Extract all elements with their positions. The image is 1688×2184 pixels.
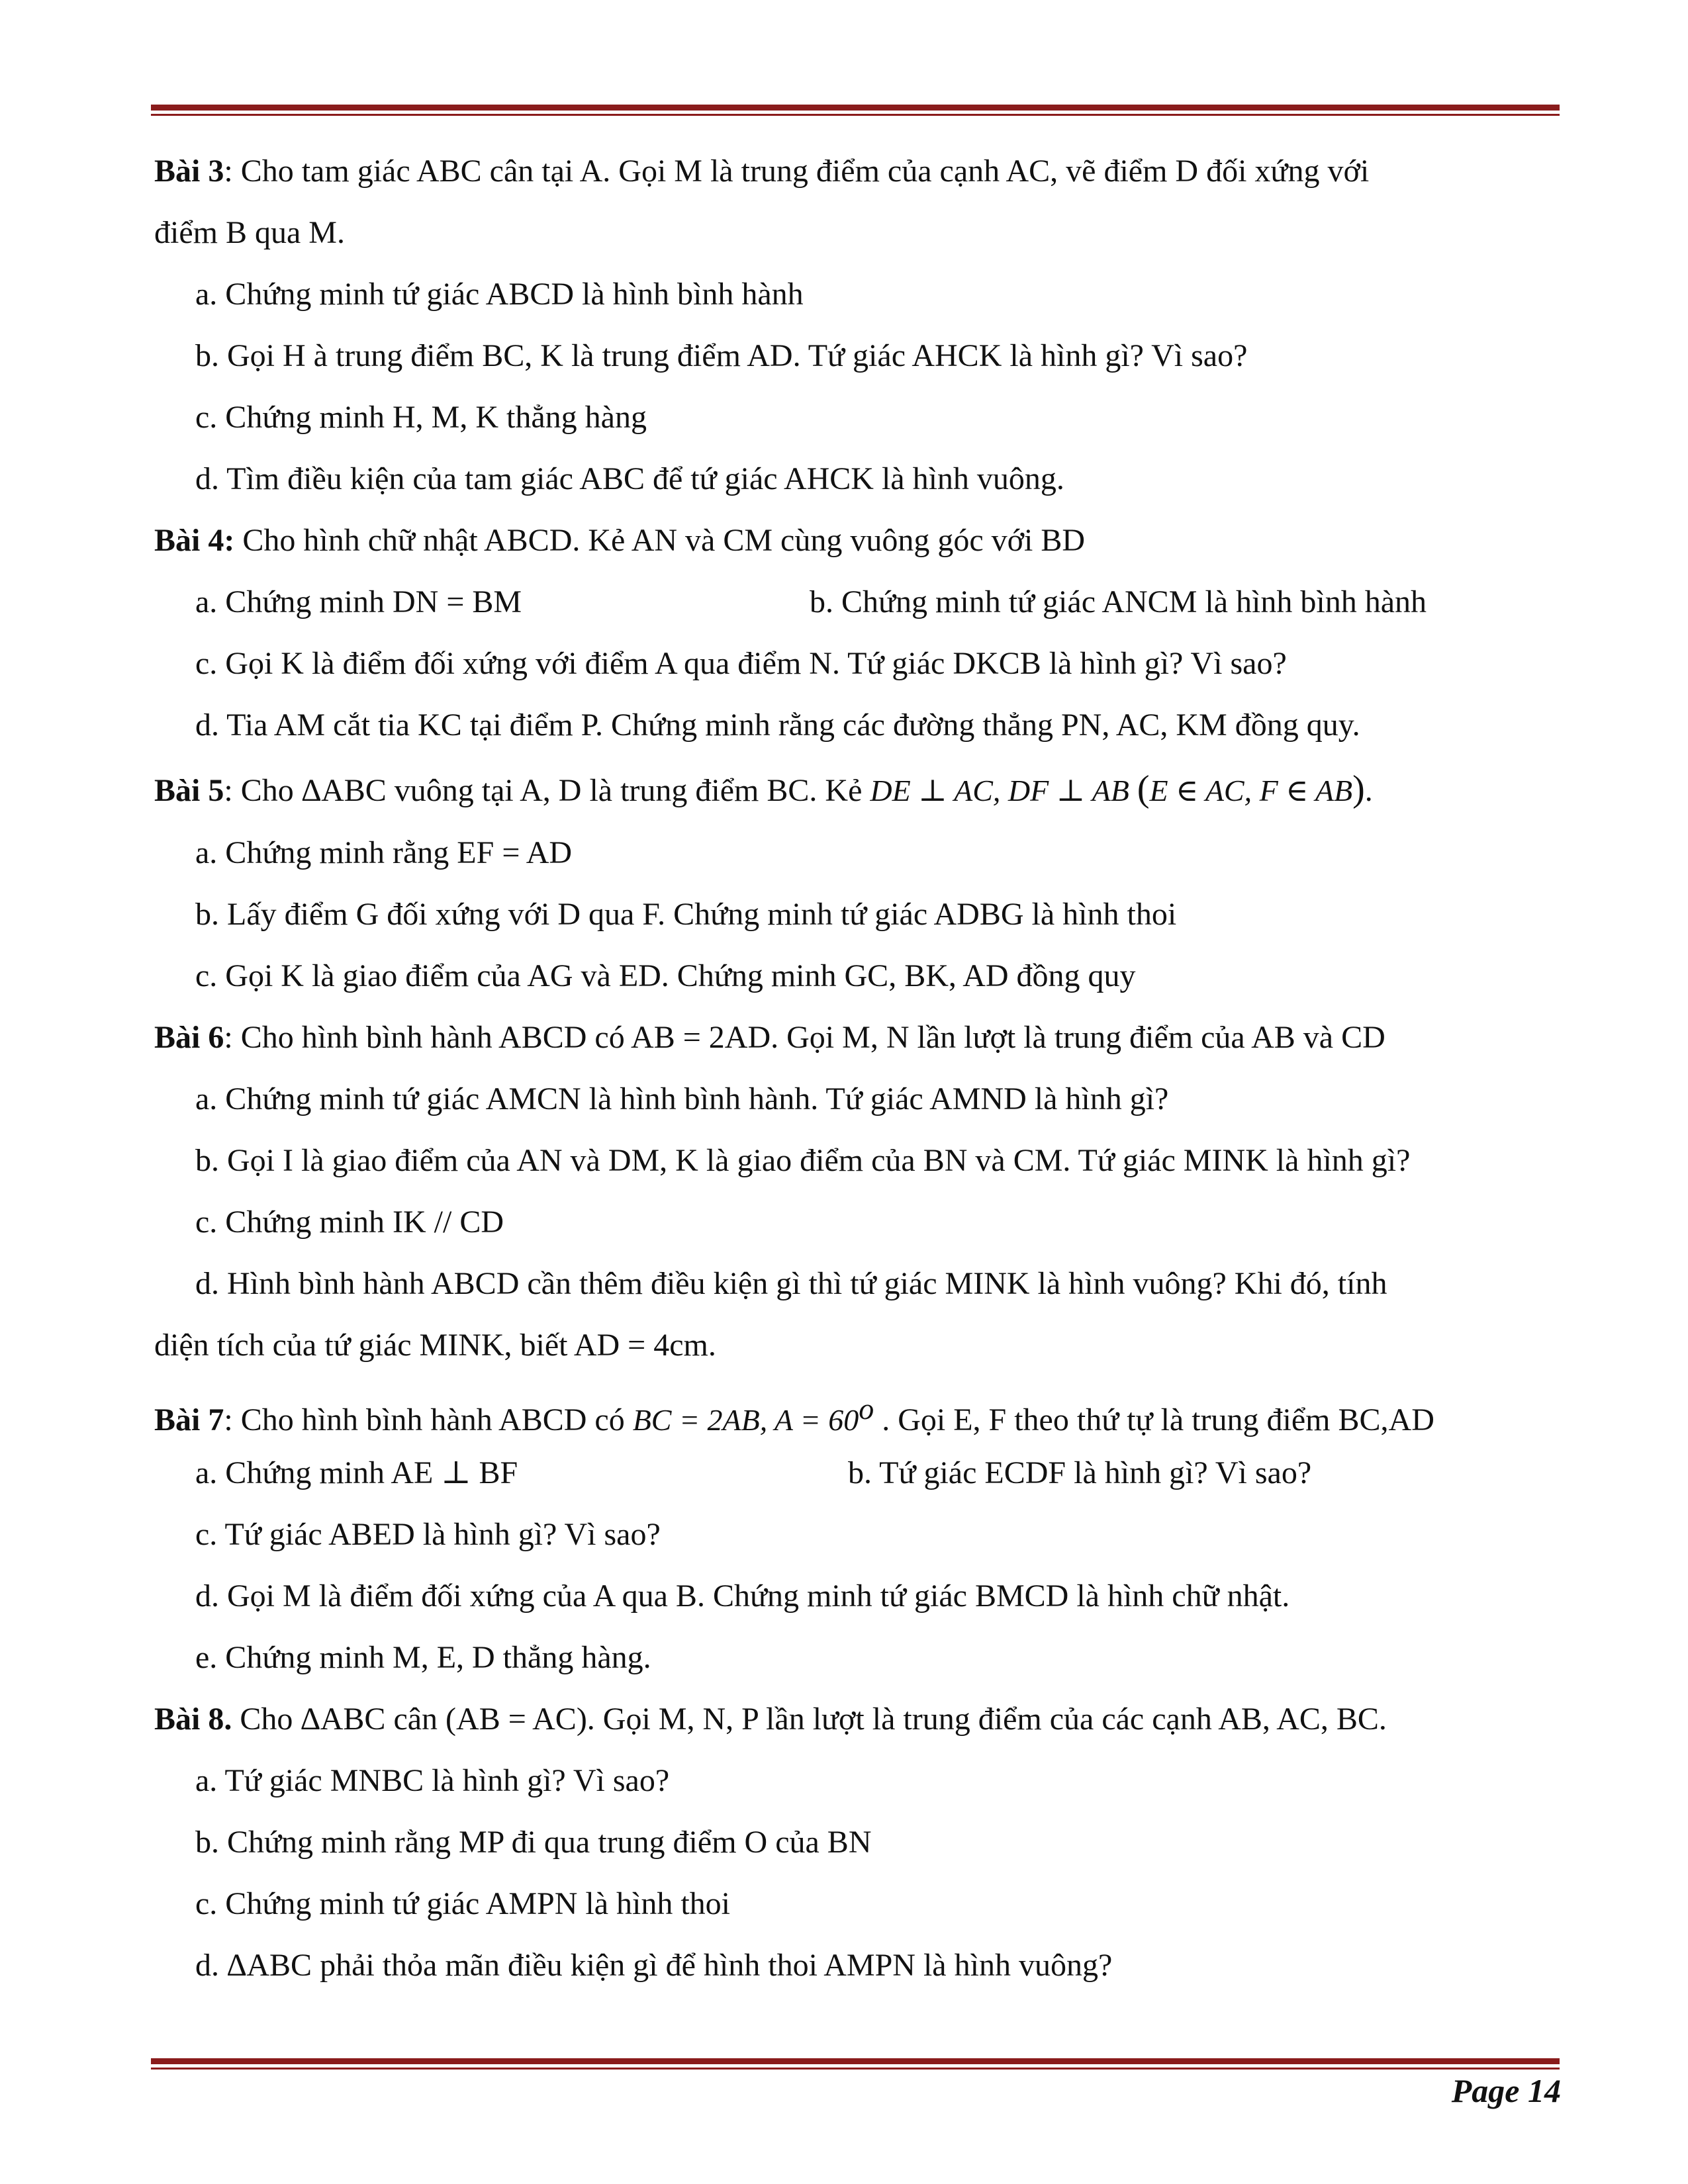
bai8-item-b: b. Chứng minh rằng MP đi qua trung điểm O của BN — [195, 1825, 872, 1860]
bai7-intro-post: . Gọi E, F theo thứ tự là trung điểm BC,AD — [874, 1402, 1434, 1437]
bai8-item-c: c. Chứng minh tứ giác AMPN là hình thoi — [195, 1886, 731, 1921]
bai8-item-a: a. Tứ giác MNBC là hình gì? Vì sao? — [195, 1763, 670, 1798]
header-rule — [151, 105, 1560, 116]
bai6-heading — [154, 1007, 1564, 1068]
bai7-item-e: e. Chứng minh M, E, D thẳng hàng. — [195, 1640, 651, 1675]
bai3-intro-cont: điểm B qua M. — [154, 215, 345, 250]
bai5-heading — [154, 756, 1564, 822]
bai7-math: BC = 2AB, A = 60 — [632, 1403, 859, 1437]
bai5-triangle: ∆ABC — [301, 773, 387, 808]
bai5-title: Bài 5 — [154, 773, 224, 808]
page-number: Page 14 — [1451, 2072, 1561, 2109]
bai7-intro-pre: : Cho hình bình hành ABCD có — [224, 1402, 633, 1437]
bai5-intro-pre: : Cho — [224, 773, 302, 808]
bai7-title: Bài 7 — [154, 1402, 224, 1437]
bai3-intro: : Cho tam giác ABC cân tại A. Gọi M là trung điểm của cạnh AC, vẽ điểm D đối xứng với — [224, 154, 1370, 189]
bai5-period: . — [1364, 773, 1373, 808]
bai5-item-a: a. Chứng minh rằng EF = AD — [195, 835, 573, 870]
bai4-heading — [154, 510, 1564, 571]
bai6-item-c: c. Chứng minh IK // CD — [195, 1205, 504, 1240]
bai6-item-d-cont: diện tích của tứ giác MINK, biết AD = 4cm. — [154, 1328, 716, 1363]
bai6-item-b: b. Gọi I là giao điểm của AN và DM, K là giao điểm của BN và CM. Tứ giác MINK là hình gì? — [195, 1143, 1411, 1178]
bai7-item-c: c. Tứ giác ABED là hình gì? Vì sao? — [195, 1517, 661, 1552]
bai3-item-d: d. Tìm điều kiện của tam giác ABC để tứ giác AHCK là hình vuông. — [195, 461, 1064, 496]
bai6-title: Bài 6 — [154, 1020, 224, 1055]
bai7-items-ab — [154, 1442, 1564, 1504]
bai5-math-perp: DE ⊥ AC, DF ⊥ AB — [870, 774, 1129, 807]
bai5-item-c: c. Gọi K là giao điểm của AG và ED. Chứng minh GC, BK, AD đồng quy — [195, 958, 1136, 993]
bai4-item-a: a. Chứng minh DN = BM — [195, 584, 522, 619]
bai7-item-d: d. Gọi M là điểm đối xứng của A qua B. Chứng minh tứ giác BMCD là hình chữ nhật. — [195, 1578, 1290, 1614]
bai6-item-d: d. Hình bình hành ABCD cần thêm điều kiện gì thì tứ giác MINK là hình vuông? Khi đó, tính — [195, 1266, 1387, 1301]
bai8-title: Bài 8. — [154, 1702, 232, 1737]
bai5-intro-mid: vuông tại A, D là trung điểm BC. Kẻ — [386, 773, 870, 808]
bai5-item-b: b. Lấy điểm G đối xứng với D qua F. Chứng minh tứ giác ADBG là hình thoi — [195, 897, 1177, 932]
bai7-heading — [154, 1376, 1564, 1442]
bai3-title: Bài 3 — [154, 154, 224, 189]
bai3-item-a: a. Chứng minh tứ giác ABCD là hình bình hành — [195, 277, 804, 312]
bai8-intro: Cho ∆ABC cân (AB = AC). Gọi M, N, P lần lượt là trung điểm của các cạnh AB, AC, BC. — [232, 1702, 1387, 1737]
bai4-items-ab — [154, 571, 1564, 633]
bai7-math-sup: o — [859, 1392, 874, 1426]
bai4-item-d: d. Tia AM cắt tia KC tại điểm P. Chứng minh rằng các đường thẳng PN, AC, KM đồng quy. — [195, 707, 1360, 743]
bai5-paren-close: ) — [1352, 768, 1365, 809]
bai6-item-a: a. Chứng minh tứ giác AMCN là hình bình hành. Tứ giác AMND là hình gì? — [195, 1081, 1169, 1116]
bai4-intro: Cho hình chữ nhật ABCD. Kẻ AN và CM cùng vuông góc với BD — [234, 523, 1086, 558]
bai7-item-a: a. Chứng minh AE ⊥ BF — [195, 1455, 518, 1490]
bai3-item-b: b. Gọi H à trung điểm BC, K là trung điểm AD. Tứ giác AHCK là hình gì? Vì sao? — [195, 338, 1248, 373]
bai8-heading — [154, 1688, 1564, 1750]
bai4-title: Bài 4: — [154, 523, 235, 558]
bai3-item-c: c. Chứng minh H, M, K thẳng hàng — [195, 400, 647, 435]
bai6-intro: : Cho hình bình hành ABCD có AB = 2AD. Gọi M, N lần lượt là trung điểm của AB và CD — [224, 1020, 1385, 1055]
exercise-list — [154, 140, 1564, 1996]
bai5-math-in: E ∈ AC, F ∈ AB — [1149, 774, 1353, 807]
bai3-heading — [154, 140, 1564, 202]
bai7-item-b: b. Tứ giác ECDF là hình gì? Vì sao? — [848, 1455, 1312, 1490]
bai5-paren-open: ( — [1137, 768, 1150, 809]
footer-rule — [151, 2058, 1560, 2070]
bai4-item-c: c. Gọi K là điểm đối xứng với điểm A qua điểm N. Tứ giác DKCB là hình gì? Vì sao? — [195, 646, 1287, 681]
bai8-item-d: d. ∆ABC phải thỏa mãn điều kiện gì để hình thoi AMPN là hình vuông? — [195, 1948, 1113, 1983]
bai4-item-b: b. Chứng minh tứ giác ANCM là hình bình hành — [810, 584, 1427, 619]
